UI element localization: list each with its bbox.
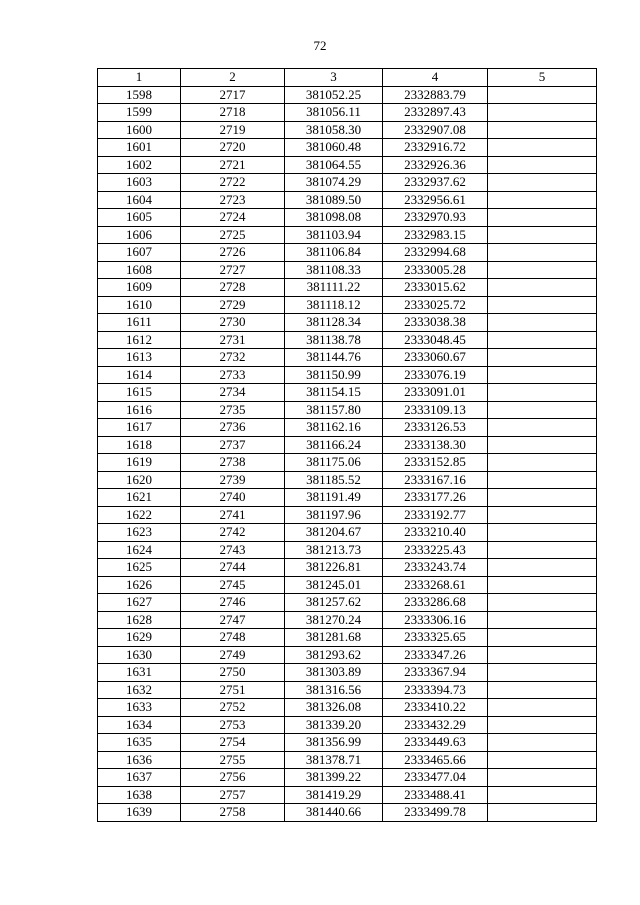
table-cell-col-4: 2333432.29 (383, 716, 488, 734)
table-cell-col-5 (488, 734, 597, 752)
table-row (98, 174, 597, 192)
table-cell-col-5 (488, 419, 597, 437)
table-row (98, 419, 597, 437)
table-cell-col-2: 2735 (181, 401, 285, 419)
table-cell-col-1: 1630 (98, 646, 181, 664)
table-row (98, 191, 597, 209)
table-row (98, 279, 597, 297)
table-row (98, 244, 597, 262)
table-cell-col-3: 381245.01 (285, 576, 383, 594)
table-header (98, 69, 597, 87)
table-row (98, 454, 597, 472)
table-cell-col-1: 1606 (98, 226, 181, 244)
table-cell-col-4: 2333076.19 (383, 366, 488, 384)
table-cell-col-2: 2720 (181, 139, 285, 157)
table-cell-col-2: 2726 (181, 244, 285, 262)
table-row (98, 681, 597, 699)
table-row (98, 121, 597, 139)
table-cell-col-1: 1617 (98, 419, 181, 437)
table-cell-col-1: 1635 (98, 734, 181, 752)
table-cell-col-5 (488, 139, 597, 157)
table-row (98, 664, 597, 682)
table-cell-col-5 (488, 121, 597, 139)
table-cell-col-4: 2332956.61 (383, 191, 488, 209)
table-row (98, 716, 597, 734)
table-cell-col-4: 2333048.45 (383, 331, 488, 349)
table-cell-col-4: 2332916.72 (383, 139, 488, 157)
table-cell-col-1: 1633 (98, 699, 181, 717)
table-cell-col-3: 381064.55 (285, 156, 383, 174)
table-cell-col-3: 381138.78 (285, 331, 383, 349)
table-cell-col-3: 381074.29 (285, 174, 383, 192)
table-cell-col-3: 381128.34 (285, 314, 383, 332)
table-cell-col-4: 2333367.94 (383, 664, 488, 682)
table-cell-col-1: 1636 (98, 751, 181, 769)
table-cell-col-2: 2749 (181, 646, 285, 664)
table-row (98, 786, 597, 804)
table-cell-col-4: 2332897.43 (383, 104, 488, 122)
table-cell-col-4: 2333015.62 (383, 279, 488, 297)
table-row (98, 314, 597, 332)
table-cell-col-1: 1634 (98, 716, 181, 734)
table-cell-col-3: 381339.20 (285, 716, 383, 734)
table-row (98, 401, 597, 419)
table-cell-col-5 (488, 471, 597, 489)
table-cell-col-4: 2333177.26 (383, 489, 488, 507)
table-cell-col-5 (488, 261, 597, 279)
table-row (98, 349, 597, 367)
table-cell-col-5 (488, 506, 597, 524)
table-cell-col-4: 2333167.16 (383, 471, 488, 489)
table-cell-col-3: 381213.73 (285, 541, 383, 559)
table-cell-col-2: 2730 (181, 314, 285, 332)
table-cell-col-2: 2754 (181, 734, 285, 752)
table-cell-col-1: 1625 (98, 559, 181, 577)
table-cell-col-2: 2747 (181, 611, 285, 629)
table-cell-col-5 (488, 751, 597, 769)
table-row (98, 139, 597, 157)
table-cell-col-5 (488, 226, 597, 244)
table-cell-col-2: 2719 (181, 121, 285, 139)
table-cell-col-2: 2745 (181, 576, 285, 594)
table-cell-col-1: 1611 (98, 314, 181, 332)
table-cell-col-2: 2736 (181, 419, 285, 437)
table-cell-col-4: 2333465.66 (383, 751, 488, 769)
table-cell-col-3: 381257.62 (285, 594, 383, 612)
table-cell-col-4: 2333325.65 (383, 629, 488, 647)
table-cell-col-1: 1599 (98, 104, 181, 122)
table-cell-col-4: 2333109.13 (383, 401, 488, 419)
table-cell-col-5 (488, 331, 597, 349)
table-cell-col-2: 2737 (181, 436, 285, 454)
table-cell-col-2: 2741 (181, 506, 285, 524)
table-cell-col-1: 1627 (98, 594, 181, 612)
table-cell-col-2: 2734 (181, 384, 285, 402)
table-row (98, 804, 597, 822)
table-cell-col-1: 1605 (98, 209, 181, 227)
table-row (98, 296, 597, 314)
table-cell-col-3: 381118.12 (285, 296, 383, 314)
table-cell-col-4: 2332994.68 (383, 244, 488, 262)
table-cell-col-2: 2731 (181, 331, 285, 349)
table-cell-col-2: 2752 (181, 699, 285, 717)
table-cell-col-1: 1613 (98, 349, 181, 367)
table-cell-col-3: 381191.49 (285, 489, 383, 507)
table-cell-col-3: 381226.81 (285, 559, 383, 577)
table-body (98, 86, 597, 821)
table-cell-col-2: 2758 (181, 804, 285, 822)
table-cell-col-5 (488, 594, 597, 612)
table-cell-col-4: 2332926.36 (383, 156, 488, 174)
table-cell-col-3: 381204.67 (285, 524, 383, 542)
table-cell-col-1: 1632 (98, 681, 181, 699)
table-cell-col-4: 2333192.77 (383, 506, 488, 524)
table-cell-col-4: 2333038.38 (383, 314, 488, 332)
table-cell-col-4: 2333499.78 (383, 804, 488, 822)
table-cell-col-3: 381157.80 (285, 401, 383, 419)
table-cell-col-3: 381154.15 (285, 384, 383, 402)
table-cell-col-5 (488, 384, 597, 402)
table-cell-col-3: 381060.48 (285, 139, 383, 157)
table-cell-col-1: 1612 (98, 331, 181, 349)
table-cell-col-1: 1607 (98, 244, 181, 262)
table-cell-col-2: 2721 (181, 156, 285, 174)
table-cell-col-4: 2333286.68 (383, 594, 488, 612)
table-cell-col-1: 1609 (98, 279, 181, 297)
table-cell-col-3: 381111.22 (285, 279, 383, 297)
table-cell-col-5 (488, 174, 597, 192)
table-cell-col-4: 2333025.72 (383, 296, 488, 314)
table-cell-col-2: 2755 (181, 751, 285, 769)
table-cell-col-5 (488, 664, 597, 682)
table-cell-col-3: 381056.11 (285, 104, 383, 122)
table-cell-col-2: 2738 (181, 454, 285, 472)
table-cell-col-3: 381303.89 (285, 664, 383, 682)
table-cell-col-2: 2732 (181, 349, 285, 367)
table-cell-col-3: 381440.66 (285, 804, 383, 822)
table-cell-col-1: 1623 (98, 524, 181, 542)
table-cell-col-5 (488, 156, 597, 174)
column-header-2: 2 (181, 69, 285, 87)
table-cell-col-5 (488, 314, 597, 332)
table-cell-col-5 (488, 366, 597, 384)
table-cell-col-4: 2333306.16 (383, 611, 488, 629)
table-row (98, 104, 597, 122)
column-header-3: 3 (285, 69, 383, 87)
table-row (98, 384, 597, 402)
table-cell-col-1: 1637 (98, 769, 181, 787)
table-cell-col-3: 381293.62 (285, 646, 383, 664)
table-row (98, 751, 597, 769)
table-cell-col-3: 381103.94 (285, 226, 383, 244)
table-cell-col-2: 2724 (181, 209, 285, 227)
table-cell-col-3: 381197.96 (285, 506, 383, 524)
table-cell-col-3: 381150.99 (285, 366, 383, 384)
table-row (98, 506, 597, 524)
table-cell-col-4: 2333243.74 (383, 559, 488, 577)
table-cell-col-5 (488, 489, 597, 507)
table-cell-col-3: 381166.24 (285, 436, 383, 454)
table-row (98, 699, 597, 717)
table-cell-col-2: 2743 (181, 541, 285, 559)
table-cell-col-1: 1624 (98, 541, 181, 559)
table-cell-col-3: 381162.16 (285, 419, 383, 437)
table-cell-col-1: 1622 (98, 506, 181, 524)
table-cell-col-5 (488, 436, 597, 454)
table-cell-col-4: 2332883.79 (383, 86, 488, 104)
table-cell-col-2: 2750 (181, 664, 285, 682)
table-row (98, 489, 597, 507)
table-cell-col-5 (488, 786, 597, 804)
table-row (98, 86, 597, 104)
table-cell-col-3: 381326.08 (285, 699, 383, 717)
table-row (98, 769, 597, 787)
table-cell-col-1: 1601 (98, 139, 181, 157)
table-cell-col-1: 1639 (98, 804, 181, 822)
table-cell-col-5 (488, 104, 597, 122)
table-cell-col-1: 1626 (98, 576, 181, 594)
table-cell-col-3: 381281.68 (285, 629, 383, 647)
table-cell-col-4: 2332970.93 (383, 209, 488, 227)
table-row (98, 611, 597, 629)
table-cell-col-2: 2744 (181, 559, 285, 577)
table-cell-col-5 (488, 541, 597, 559)
page-number: 72 (313, 38, 327, 53)
table-cell-col-5 (488, 699, 597, 717)
table-row (98, 541, 597, 559)
table-row (98, 524, 597, 542)
table-cell-col-1: 1618 (98, 436, 181, 454)
table-cell-col-4: 2333005.28 (383, 261, 488, 279)
table-cell-col-3: 381185.52 (285, 471, 383, 489)
table-cell-col-4: 2333449.63 (383, 734, 488, 752)
table-cell-col-5 (488, 454, 597, 472)
table-cell-col-1: 1621 (98, 489, 181, 507)
table-cell-col-2: 2717 (181, 86, 285, 104)
table-cell-col-3: 381419.29 (285, 786, 383, 804)
table-cell-col-1: 1604 (98, 191, 181, 209)
table-cell-col-2: 2757 (181, 786, 285, 804)
table-cell-col-2: 2748 (181, 629, 285, 647)
table-cell-col-1: 1602 (98, 156, 181, 174)
table-cell-col-4: 2333138.30 (383, 436, 488, 454)
table-cell-col-1: 1614 (98, 366, 181, 384)
table-cell-col-2: 2722 (181, 174, 285, 192)
table-cell-col-5 (488, 629, 597, 647)
table-row (98, 366, 597, 384)
column-header-4: 4 (383, 69, 488, 87)
table-cell-col-4: 2332983.15 (383, 226, 488, 244)
table-cell-col-5 (488, 401, 597, 419)
table-row (98, 734, 597, 752)
table-row (98, 209, 597, 227)
table-cell-col-3: 381098.08 (285, 209, 383, 227)
table-cell-col-2: 2756 (181, 769, 285, 787)
table-row (98, 331, 597, 349)
table-cell-col-2: 2739 (181, 471, 285, 489)
table-cell-col-4: 2333394.73 (383, 681, 488, 699)
table-cell-col-5 (488, 279, 597, 297)
table-cell-col-3: 381270.24 (285, 611, 383, 629)
table-row (98, 436, 597, 454)
table-cell-col-5 (488, 296, 597, 314)
table-cell-col-4: 2332937.62 (383, 174, 488, 192)
table-cell-col-3: 381378.71 (285, 751, 383, 769)
table-cell-col-4: 2332907.08 (383, 121, 488, 139)
table-cell-col-3: 381175.06 (285, 454, 383, 472)
table-cell-col-2: 2746 (181, 594, 285, 612)
table-cell-col-2: 2753 (181, 716, 285, 734)
table-cell-col-1: 1638 (98, 786, 181, 804)
table-row (98, 471, 597, 489)
table-cell-col-1: 1620 (98, 471, 181, 489)
table-cell-col-2: 2727 (181, 261, 285, 279)
table-cell-col-2: 2728 (181, 279, 285, 297)
table-row (98, 646, 597, 664)
table-cell-col-5 (488, 209, 597, 227)
table-cell-col-2: 2742 (181, 524, 285, 542)
table-cell-col-4: 2333347.26 (383, 646, 488, 664)
table-cell-col-5 (488, 681, 597, 699)
table-cell-col-3: 381144.76 (285, 349, 383, 367)
table-cell-col-2: 2751 (181, 681, 285, 699)
table-cell-col-5 (488, 86, 597, 104)
table-cell-col-4: 2333060.67 (383, 349, 488, 367)
table-cell-col-4: 2333126.53 (383, 419, 488, 437)
column-header-5: 5 (488, 69, 597, 87)
table-cell-col-1: 1631 (98, 664, 181, 682)
table-cell-col-2: 2718 (181, 104, 285, 122)
table-cell-col-4: 2333091.01 (383, 384, 488, 402)
table-cell-col-3: 381052.25 (285, 86, 383, 104)
table-cell-col-3: 381106.84 (285, 244, 383, 262)
table-cell-col-1: 1628 (98, 611, 181, 629)
table-cell-col-2: 2740 (181, 489, 285, 507)
table-cell-col-5 (488, 611, 597, 629)
table-cell-col-5 (488, 349, 597, 367)
table-cell-col-1: 1619 (98, 454, 181, 472)
table-cell-col-1: 1608 (98, 261, 181, 279)
table-cell-col-5 (488, 804, 597, 822)
table-row (98, 226, 597, 244)
table-cell-col-4: 2333410.22 (383, 699, 488, 717)
table-cell-col-4: 2333488.41 (383, 786, 488, 804)
table-cell-col-4: 2333152.85 (383, 454, 488, 472)
table-cell-col-1: 1600 (98, 121, 181, 139)
table-cell-col-4: 2333210.40 (383, 524, 488, 542)
table-cell-col-5 (488, 244, 597, 262)
table-cell-col-1: 1603 (98, 174, 181, 192)
table-cell-col-1: 1610 (98, 296, 181, 314)
table-row (98, 594, 597, 612)
table-cell-col-5 (488, 646, 597, 664)
table-row (98, 261, 597, 279)
table-row (98, 576, 597, 594)
table-cell-col-5 (488, 769, 597, 787)
table-cell-col-4: 2333225.43 (383, 541, 488, 559)
table-cell-col-2: 2729 (181, 296, 285, 314)
table-cell-col-1: 1616 (98, 401, 181, 419)
table-cell-col-1: 1615 (98, 384, 181, 402)
coordinates-table (97, 68, 597, 822)
table-cell-col-3: 381316.56 (285, 681, 383, 699)
table-cell-col-2: 2723 (181, 191, 285, 209)
table-cell-col-2: 2725 (181, 226, 285, 244)
table-cell-col-3: 381356.99 (285, 734, 383, 752)
header-row (98, 69, 597, 87)
table-cell-col-3: 381089.50 (285, 191, 383, 209)
table-cell-col-4: 2333268.61 (383, 576, 488, 594)
table-cell-col-5 (488, 559, 597, 577)
table-cell-col-1: 1598 (98, 86, 181, 104)
table-row (98, 156, 597, 174)
table-row (98, 629, 597, 647)
table-cell-col-5 (488, 716, 597, 734)
table-row (98, 559, 597, 577)
column-header-1: 1 (98, 69, 181, 87)
table-cell-col-5 (488, 576, 597, 594)
table-cell-col-5 (488, 191, 597, 209)
table-cell-col-3: 381399.22 (285, 769, 383, 787)
table-cell-col-4: 2333477.04 (383, 769, 488, 787)
table-cell-col-3: 381058.30 (285, 121, 383, 139)
table-cell-col-5 (488, 524, 597, 542)
table-cell-col-1: 1629 (98, 629, 181, 647)
table-cell-col-3: 381108.33 (285, 261, 383, 279)
table-cell-col-2: 2733 (181, 366, 285, 384)
